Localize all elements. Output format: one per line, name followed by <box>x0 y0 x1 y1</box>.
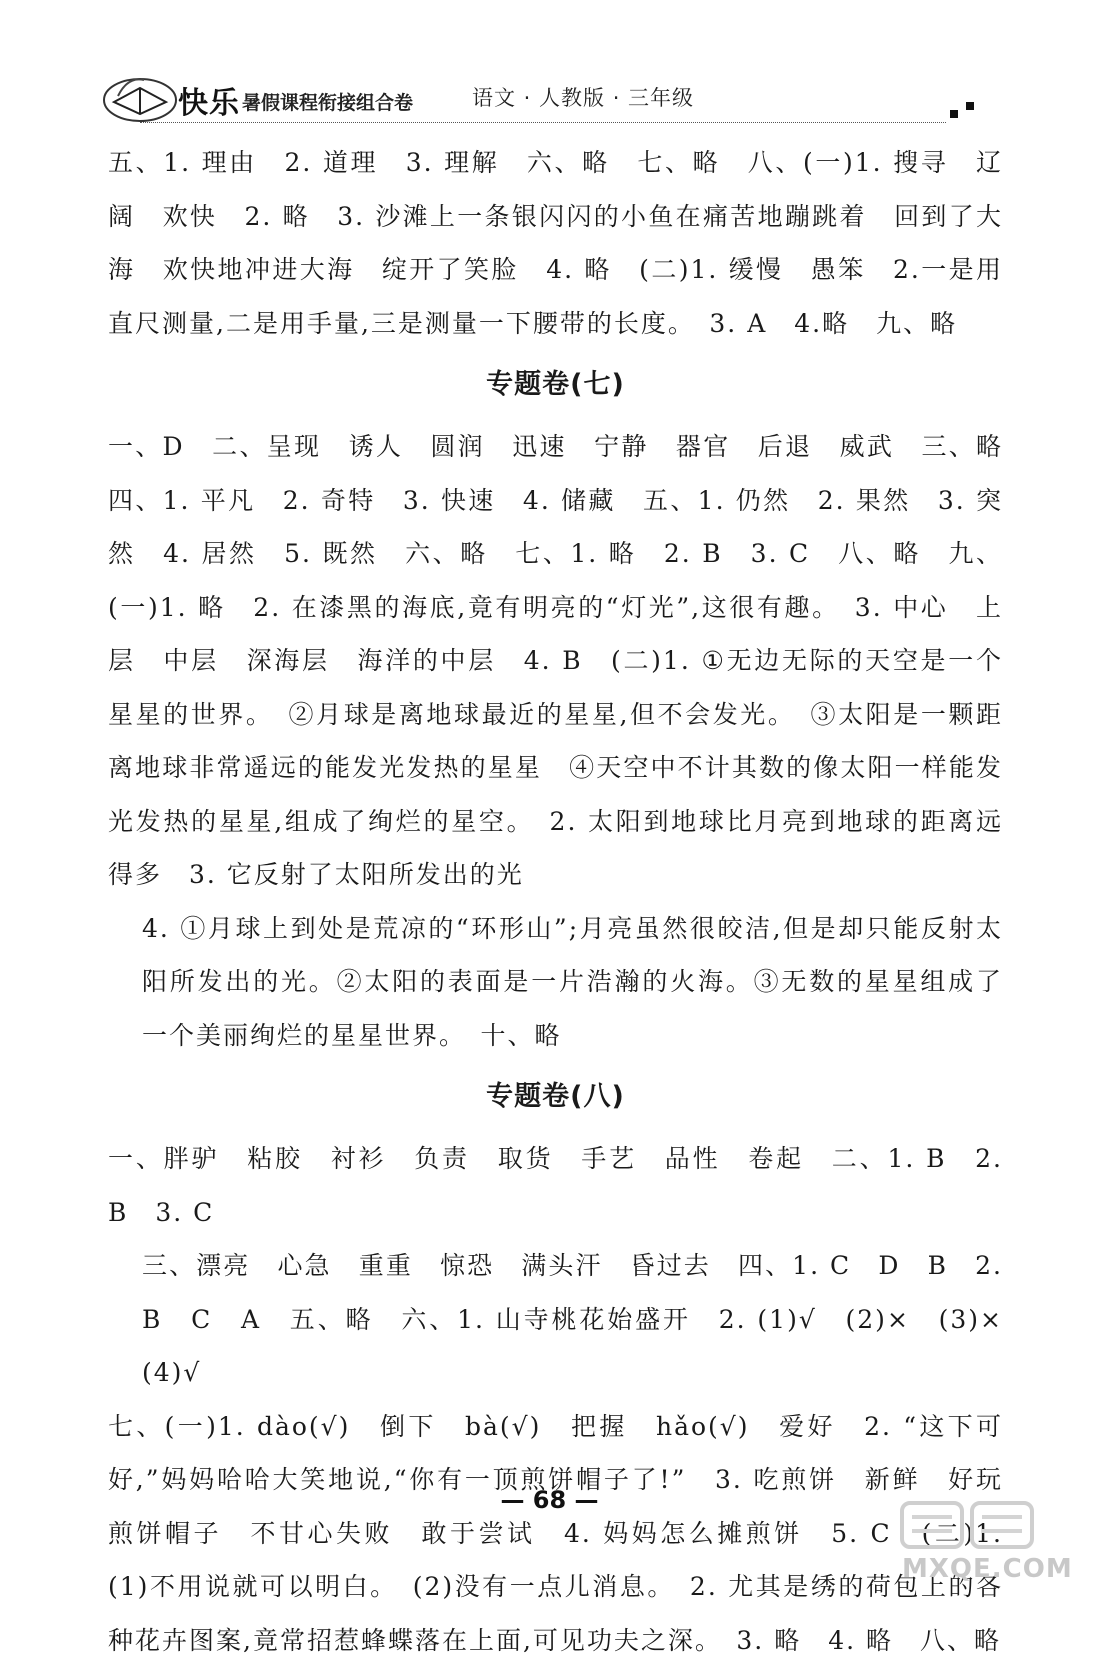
section-title: 专题卷(八) <box>108 1062 1003 1132</box>
header-decoration <box>950 110 958 118</box>
answer-paragraph: 七、(一)1. dào(√) 倒下 bà(√) 把握 hǎo(√) 爱好 2. “这下可好,”妈妈哈哈大笑地说,“你有一顶煎饼帽子了!” 3. 吃煎饼 新鲜 好玩 煎饼帽子 不甘心失败 敢于尝试 4. 妈妈怎么摊煎饼 5. C (二)1. (1)不用说就可以明白。 (2)没有一点儿消息。 2. 尤其是绣的荷包上的各种花卉图案,竟常招惹蜂蝶落在上面,可见功夫之深。 3. 略 4. 略 八、略 <box>108 1400 1003 1667</box>
page-header <box>100 66 980 136</box>
answer-paragraph: 一、胖驴 粘胶 衬衫 负责 取货 手艺 品性 卷起 二、1. B 2. B 3. C <box>108 1132 1003 1239</box>
answer-paragraph: 4. ①月球上到处是荒凉的“环形山”;月亮虽然很皎洁,但是却只能反射太阳所发出的光。②太阳的表面是一片浩瀚的火海。③无数的星星组成了一个美丽绚烂的星星世界。 十、略 <box>108 902 1003 1063</box>
answer-paragraph: 一、D 二、呈现 诱人 圆润 迅速 宁静 器官 后退 威武 三、略 四、1. 平凡 2. 奇特 3. 快速 4. 储藏 五、1. 仍然 2. 果然 3. 突然 4. 居然 5. 既然 六、略 七、1. 略 2. B 3. C 八、略 九、(一)1. 略 2. 在漆黑的海底,竟有明亮的“灯光”,这很有趣。 3. 中心 上层 中层 深海层 海洋的中层 4. B (二)1. ①无边无际的天空是一个星星的世界。 ②月球是离地球最近的星星,但不会发光。 ③太阳是一颗距离地球非常遥远的能发光发热的星星 ④天空中不计其数的像太阳一样能发光发热的星星,组成了绚烂的星空。 2. 太阳到地球比月亮到地球的距离远得多 3. 它反射了太阳所发出的光 <box>108 420 1003 902</box>
series-title: 暑假课程衔接组合卷 <box>242 88 413 115</box>
brand-title: 快乐 <box>178 78 240 122</box>
answer-content <box>108 136 1003 1667</box>
watermark-text: MXQE.COM <box>902 1554 1073 1584</box>
section-title: 专题卷(七) <box>108 350 1003 420</box>
header-divider <box>140 122 946 123</box>
subject-label: 语文 · 人教版 · 三年级 <box>472 82 694 112</box>
header-decoration <box>966 102 974 110</box>
answer-paragraph: 五、1. 理由 2. 道理 3. 理解 六、略 七、略 八、(一)1. 搜寻 辽阔 欢快 2. 略 3. 沙滩上一条银闪闪的小鱼在痛苦地蹦跳着 回到了大海 欢快地冲进大海 绽开了笑脸 4. 略 (二)1. 缓慢 愚笨 2.一是用直尺测量,二是用手量,三是测量一下腰带的长度。 3. A 4.略 九、略 <box>108 136 1003 350</box>
answer-paragraph: 三、漂亮 心急 重重 惊恐 满头汗 昏过去 四、1. C D B 2. B C A 五、略 六、1. 山寺桃花始盛开 2. (1)√ (2)× (3)× (4)√ <box>108 1239 1003 1400</box>
page-number: — 68 — <box>0 1486 1099 1514</box>
book-icon <box>100 66 178 124</box>
